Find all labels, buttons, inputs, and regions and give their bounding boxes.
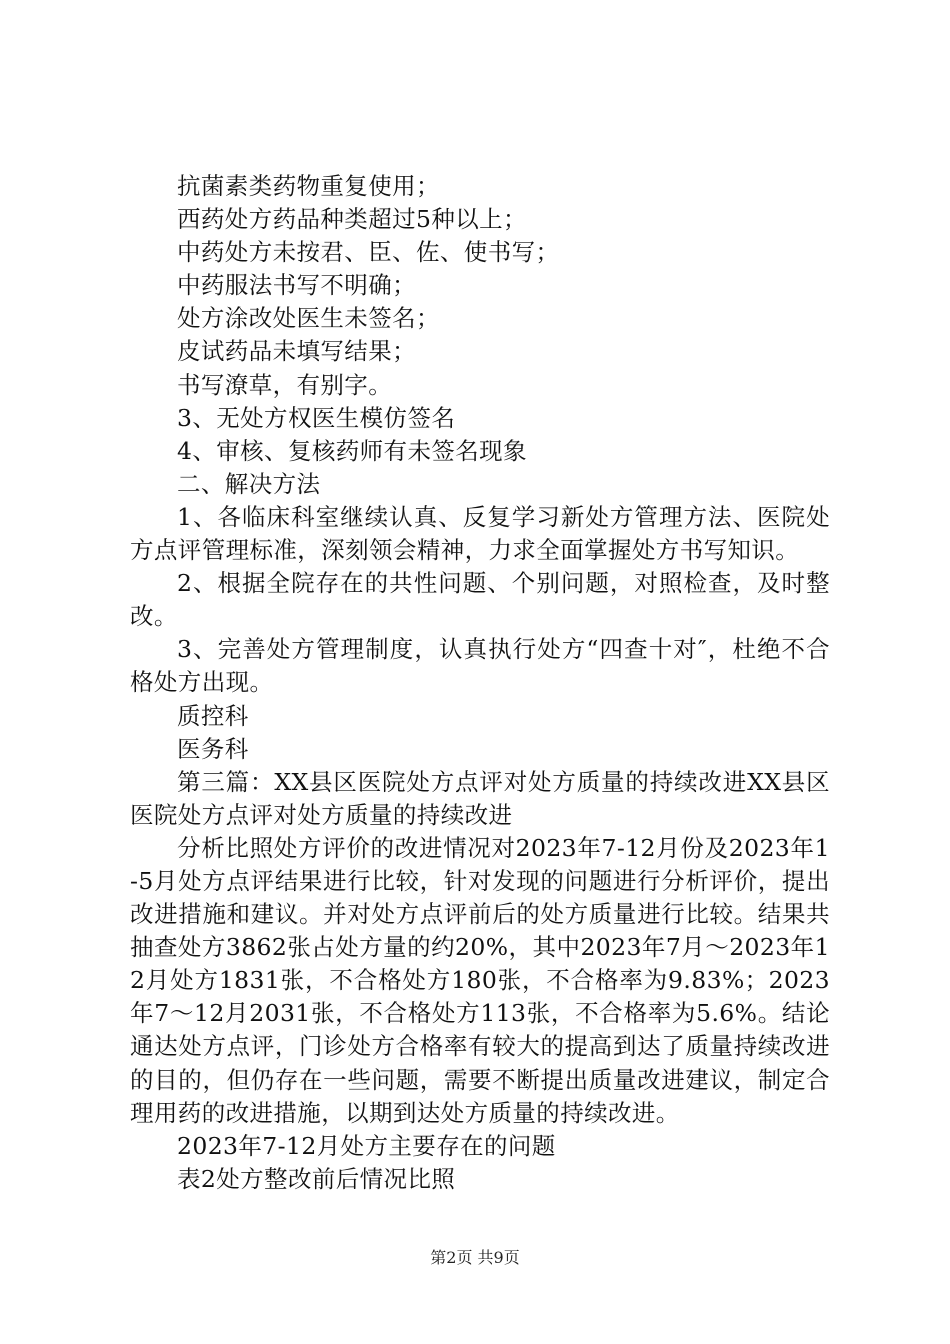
list-item: 抗菌素类药物重复使用； [177,172,440,200]
list-item: 处方涂改处医生未签名； [177,304,440,333]
table-caption: 表2处方整改前后情况比照 [177,1164,456,1193]
subsection-heading: 2023年7-12月处方主要存在的问题 [177,1131,556,1160]
list-item: 3、无处方权医生模仿签名 [177,403,456,432]
section-title: 第三篇：XX县区医院处方点评对处方质量的持续改进XX县区医院处方点评对处方质量的持续改进 [130,767,830,829]
solution-paragraph: 2、根据全院存在的共性问题、个别问题，对照检查，及时整改。 [130,569,830,631]
analysis-paragraph: 分析比照处方评价的改进情况对2023年7-12月份及2023年1-5月处方点评结果进行比较，针对发现的问题进行分析评价，提出改进措施和建议。并对处方点评前后的处方质量进行比较。结果共抽查处方3862张占处方量的约20%，其中2023年7月～2023年12月处方1831张，不合格处方180张，不合格率为9.83%；2023年7～12月2031张，不合格处方113张，不合格率为5.6%。结论通达处方点评，门诊处方合格率有较大的提高到达了质量持续改进的目的，但仍存在一些问题，需要不断提出质量改进建议，制定合理用药的改进措施，以期到达处方质量的持续改进。 [130,833,830,1127]
list-item: 中药服法书写不明确； [177,271,416,300]
list-item: 书写潦草，有别字。 [177,370,393,399]
list-item: 西药处方药品种类超过5种以上； [177,205,527,234]
solution-paragraph: 1、各临床科室继续认真、反复学习新处方管理方法、医院处方点评管理标准，深刻领会精神，力求全面掌握处方书写知识。 [130,502,830,565]
signature-department: 医务科 [177,734,249,763]
document-body [130,170,830,1196]
list-item: 中药处方未按君、臣、佐、使书写； [177,238,560,267]
signature-department: 质控科 [177,701,249,730]
list-item: 皮试药品未填写结果； [177,337,416,366]
list-item: 4、审核、复核药师有未签名现象 [177,436,527,465]
page-footer: 第2页 共9页 [430,1248,520,1267]
section-heading: 二、解决方法 [177,469,321,498]
solution-paragraph: 3、完善处方管理制度，认真执行处方“四查十对″，杜绝不合格处方出现。 [130,635,830,697]
